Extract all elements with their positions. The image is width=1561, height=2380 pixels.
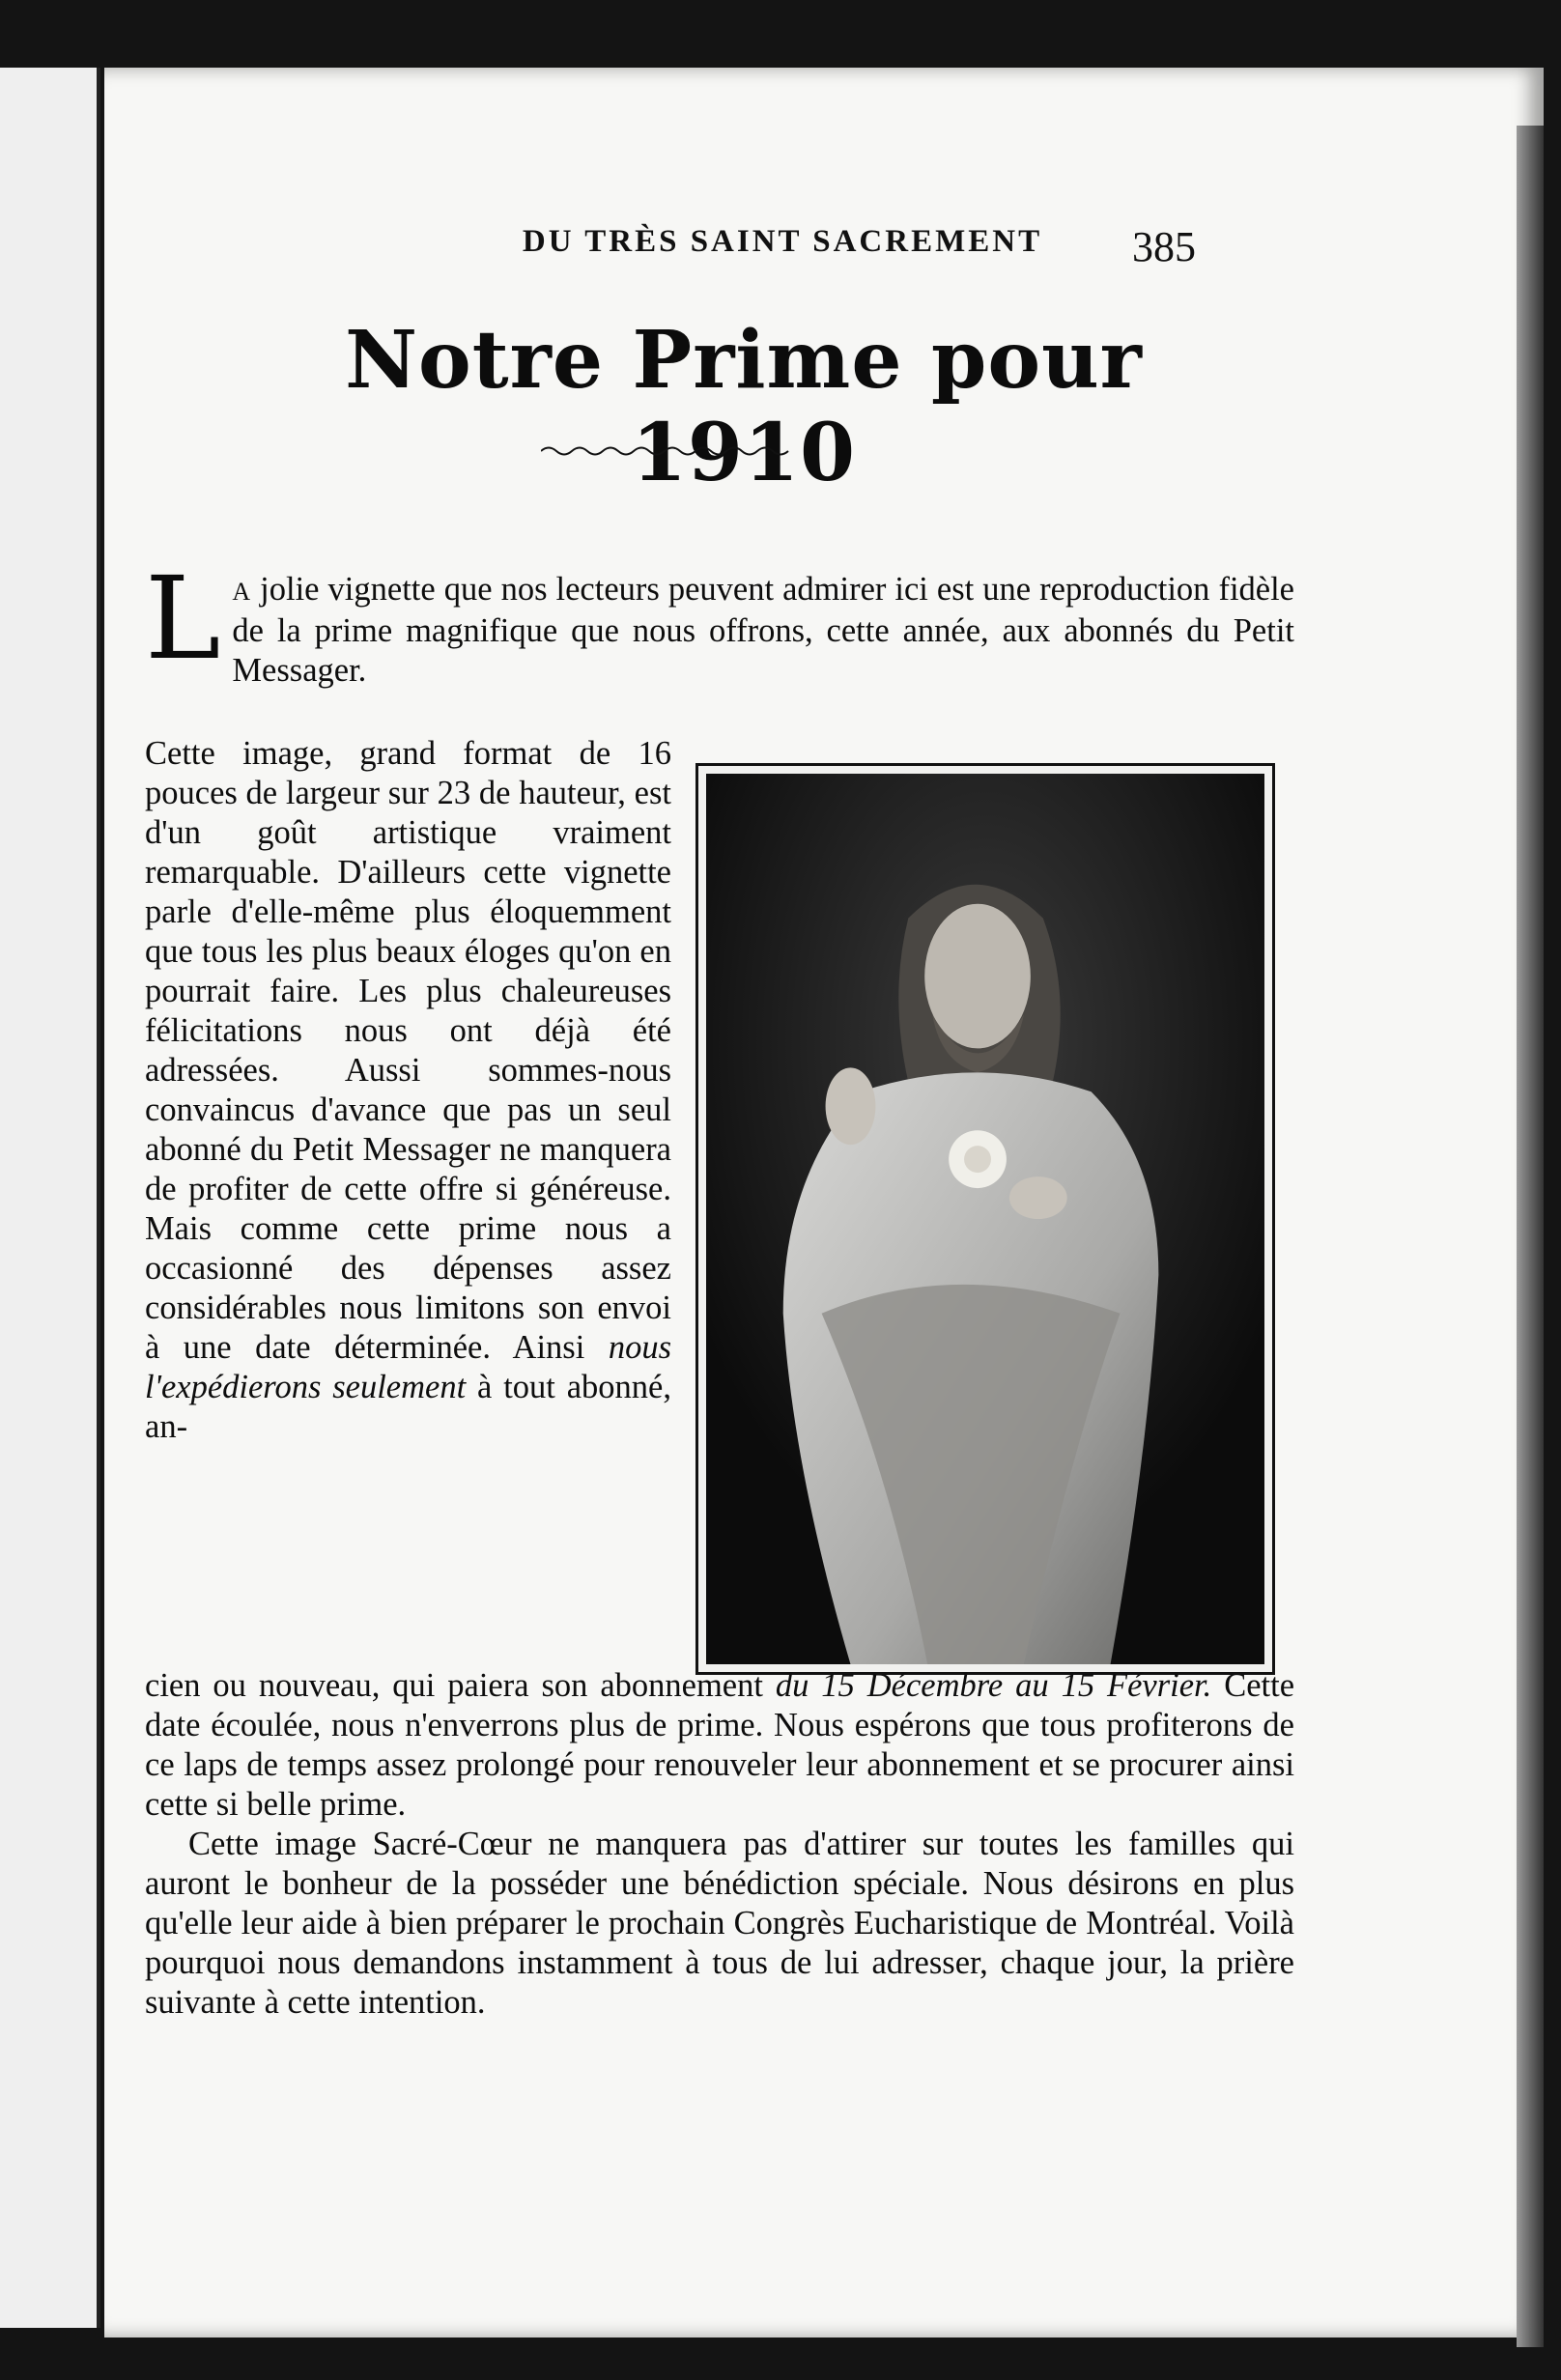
- lead-smallcaps: A: [232, 578, 252, 606]
- column-tail: à tout abonné, an-: [145, 1369, 671, 1445]
- column-text: Cette image, grand format de 16 pouces de largeur sur 23 de hauteur, est d'un goût artistique vraiment remarquable. D'ailleurs cette vignette parle d'elle-même plus éloquemment que tous les plus beaux éloges qu'on en pourrait faire. Les plus chaleureuses félicitations nous ont déjà été adressées. Aussi sommes-nous convaincus d'avance que pas un seul abonné du Petit Messager ne manquera de profiter de cette offre si généreuse. Mais comme cette prime nous a occasionné des dépenses assez considérables nous limitons son envoi à une date déterminée. Ainsi: [145, 735, 671, 1366]
- column-italic: nous l'expédierons seulement: [145, 1329, 671, 1405]
- second-paragraph: Cette image Sacré-Cœur ne manquera pas d'attirer sur toutes les familles qui auront le bonheur de la posséder une bénédiction spéciale. Nous désirons en plus qu'elle leur aide à bien préparer le prochain Congrès Eucharistique de Montréal. Voilà pourquoi nous demandons instamment à tous de lui adresser, chaque jour, la prière suivante à cette intention.: [145, 1826, 1294, 2021]
- page-number: 385: [1132, 223, 1196, 270]
- lead-paragraph: [145, 552, 1294, 691]
- article-title: Notre Prime pour 1910: [345, 314, 1143, 499]
- previous-page-edge: [0, 68, 100, 2328]
- running-head: DU TRÈS SAINT SACREMENT: [522, 224, 1043, 259]
- continued-paragraph: [145, 1666, 1294, 2023]
- column-paragraph: [145, 734, 671, 1447]
- sacred-heart-figure-icon: [706, 774, 1264, 1664]
- full-rest: Cette date écoulée, nous n'enverrons plus de prime. Nous espérons que tous profiterons de ce laps de temps assez prolongé pour renouveler leur abonnement et se procurer ainsi cette si belle prime.: [145, 1667, 1295, 1823]
- drop-cap: L: [145, 552, 221, 685]
- full-start: cien ou nouveau, qui paiera son abonnement: [145, 1667, 776, 1704]
- wavy-ornament: [541, 442, 792, 460]
- sacred-heart-image: [706, 774, 1264, 1664]
- lead-text: jolie vignette que nos lecteurs peuvent admirer ici est une reproduction fidèle de la prime magnifique que nous offrons, cette année, aux abonnés du Petit Messager.: [232, 571, 1294, 689]
- full-italic-dates: du 15 Décembre au 15 Février.: [775, 1667, 1212, 1704]
- sacred-heart-illustration-frame: [695, 763, 1275, 1675]
- page-gutter-shadow: [1517, 126, 1544, 2347]
